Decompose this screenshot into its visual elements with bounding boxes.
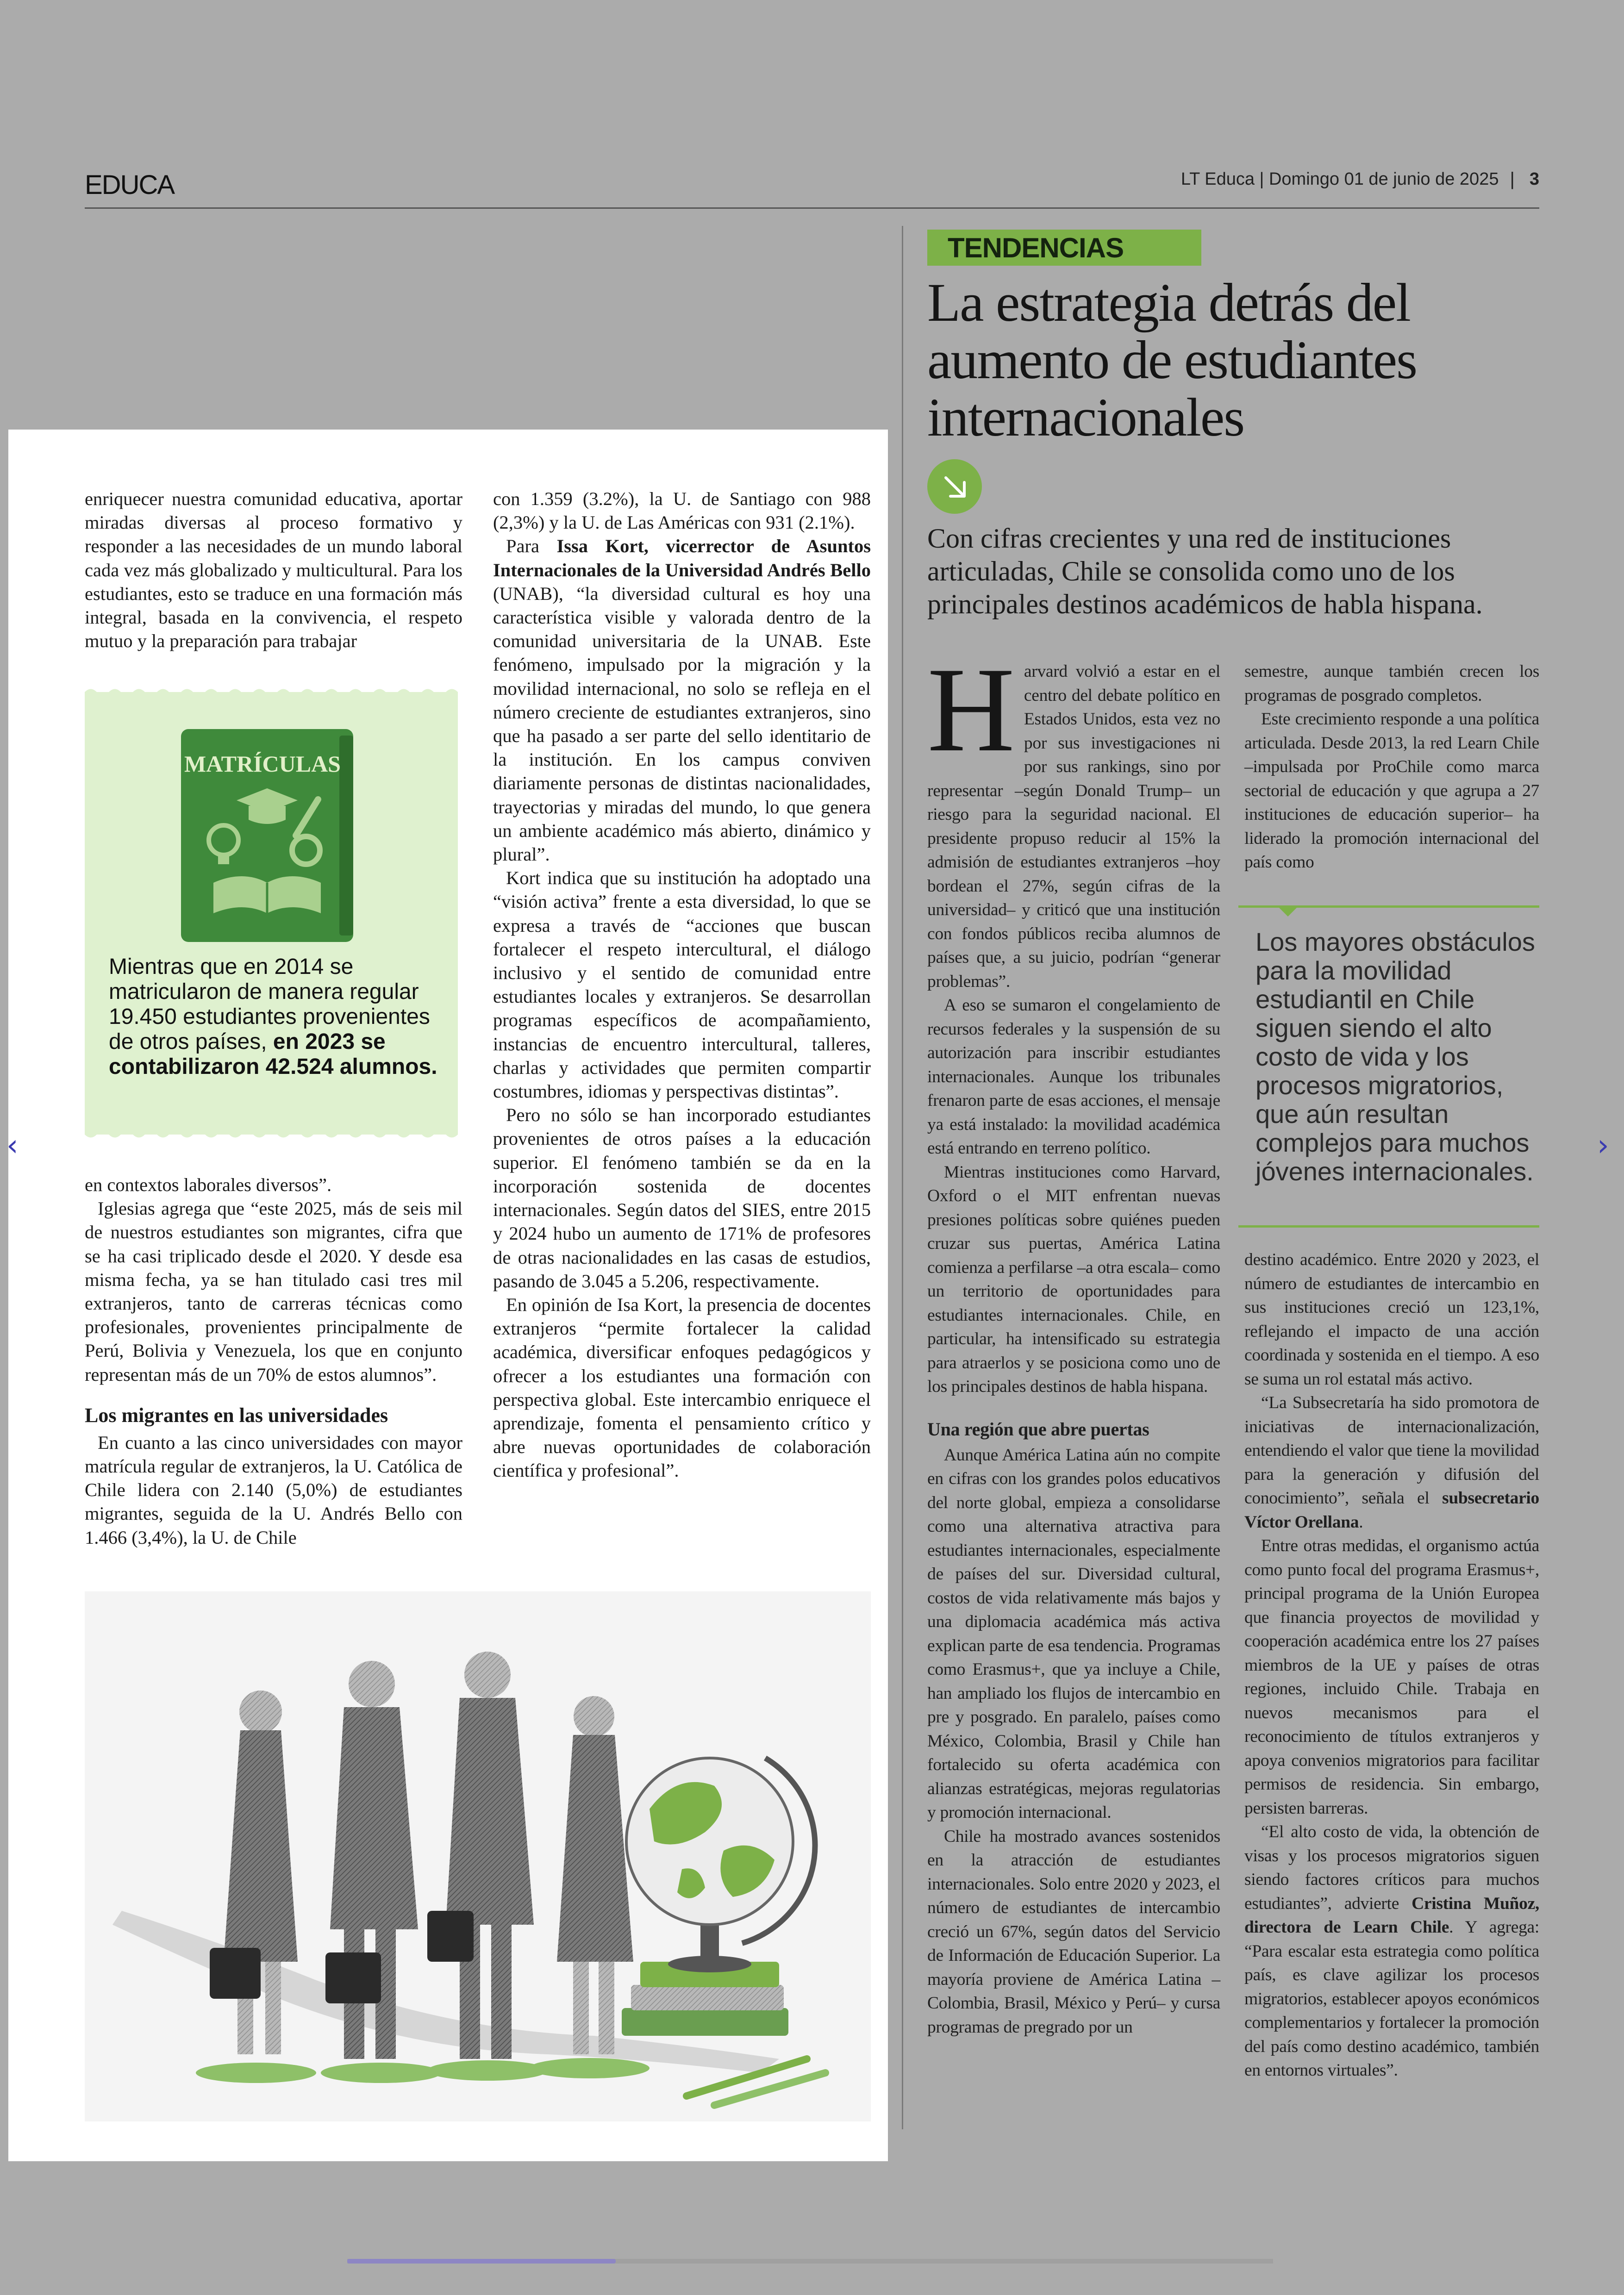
article-paragraph: Chile ha mostrado avances sostenidos en la atracción de estudiantes internacionales. Solo entre 2020 y 2023, el número de estudiantes de intercambio creció un 67%, según datos del Servicio de Información de Educación Superior. La mayoría proviene de América Latina –Colombia, Brasil, México y Perú– y cursa programas de pregrado por un — [927, 1827, 1220, 2037]
overlay-subhead: Los migrantes en las universidades — [85, 1403, 388, 1427]
overlay-column-1-bottom — [85, 1173, 462, 1549]
article-column-2-bottom — [1244, 1248, 1539, 2083]
quoted-person: Cristina Muñoz, directora de Learn Chile — [1244, 1894, 1539, 1937]
infobox-text-bold: en 2023 se contabilizaron 42.524 alumnos. — [109, 1029, 437, 1079]
article-dek: Con cifras crecientes y una red de instituciones articuladas, Chile se consolida como uno de los principales destinos académicos de habla hispana. — [927, 523, 1483, 619]
overlay-paragraph: con 1.359 (3.2%), la U. de Santiago con 988 (2,3%) y la U. de Las Américas con 931 (2.1%). — [493, 488, 871, 533]
overlay-paragraph: Iglesias agrega que “este 2025, más de seis mil de nuestros estudiantes son migrantes, cifra que se ha casi triplicado desde el 2020. Y desde esa misma fecha, ya se han titulado casi tres mil extranjeros, tanto de carreras técnicas como profesionales, provenientes principalmente de Perú, Bolivia y Venezuela, los que en conjunto representan más de un 70% de estos alumnos”. — [85, 1198, 462, 1385]
arrow-down-right-icon — [927, 459, 982, 514]
quote-text-end: . — [1359, 1512, 1363, 1532]
section-name: EDUCA — [85, 170, 175, 200]
students-globe-illustration — [85, 1591, 871, 2121]
quote-text: “La Subsecretaría ha sido promotora de iniciativas de internacionalización, entendiendo el valor que tiene la movilidad para la generación y difusión del conocimiento”, señala el — [1244, 1393, 1539, 1508]
book-icon — [181, 729, 357, 942]
overlay-paragraph: En opinión de Isa Kort, la presencia de docentes extranjeros “permite fortalecer la calidad académica, diversificar enfoques pedagógicos y ofrecer a los estudiantes una formación con perspectiva global. Este intercambio enriquece el aprendizaje, fomenta el pensamiento crítico y abre nuevas oportunidades de colaboración científica y profesional”. — [493, 1294, 871, 1481]
article-column-1 — [927, 642, 1220, 2039]
quote-text: “El alto costo de vida, la obtención de visas y los procesos migratorios siguen siendo factores críticos para muchos estudiantes”, advierte — [1244, 1822, 1539, 1913]
article-subhead: Una región que abre puertas — [927, 1418, 1149, 1440]
overlay-paragraph: enriquecer nuestra comunidad educativa, aportar miradas diversas al proceso formativo y responder a las necesidades de un mundo laboral cada vez más globalizado y multicultural. Para los estudiantes, esto se traduce en una formación más integral, basada en la convivencia, el respeto mutuo y la preparación para trabajar — [85, 488, 462, 652]
overlay-paragraph: en contextos laborales diversos”. — [85, 1174, 332, 1195]
pullquote-notch — [1279, 907, 1297, 917]
section-tag: TENDENCIAS — [927, 230, 1201, 266]
article-paragraph: Entre otras medidas, el organismo actúa como punto focal del programa Erasmus+, principal programa de la Unión Europea que financia proyectos de movilidad y cooperación académica entre los 27 países miembros de la UE y países de otras regiones, incluido Chile. Trabaja en nuevos mecanismos para el reconocimiento de títulos extranjeros y apoya convenios migratorios para facilitar permisos de residencia. Sin embargo, persisten barreras. — [1244, 1536, 1539, 1818]
quoted-person: subsecretario Víctor Orellana — [1244, 1489, 1539, 1532]
overlay-column-1-top — [85, 487, 462, 653]
article-paragraph: A eso se sumaron el congelamiento de recursos federales y la suspensión de su autorización para inscribir estudiantes internacionales. Aunque los tribunales frenaron parte de esas acciones, el mensaje ya está instalado: la movilidad académica está entrando en terreno político. — [927, 996, 1220, 1158]
scrollbar-thumb[interactable] — [347, 2259, 616, 2264]
dropcap: H — [927, 642, 1015, 777]
overlay-text: Para — [506, 536, 557, 557]
infobox-text — [109, 954, 442, 1079]
article-paragraph: destino académico. Entre 2020 y 2023, el número de estudiantes de intercambio en sus instituciones creció un 123,1%, reflejando el impacto de una acción coordinada y sostenida en el tiempo. A eso se suma un rol estatal más activo. — [1244, 1250, 1539, 1389]
header-separator: | — [1510, 169, 1515, 189]
overlay-column-2 — [493, 487, 871, 1483]
pullquote: Los mayores obstáculos para la movilidad estudiantil en Chile siguen siendo el alto costo de vida y los procesos migratorios, que aún resultan complejos para muchos jóvenes internacionales. — [1255, 927, 1535, 1186]
infobox-text-regular: Mientras que en 2014 se matricularon de manera regular 19.450 estudiantes provenientes de otros países, — [109, 954, 430, 1054]
enrollment-infobox — [85, 692, 458, 1135]
article-paragraph: Mientras instituciones como Harvard, Oxford o el MIT enfrentan nuevas presiones políticas sobre quiénes pueden cruzar sus puertas, América Latina comienza a perfilarse –a otra escala– como un territorio de oportunidades para estudiantes internacionales. Chile, en particular, ha intensificado su estrategia para atraerlos y se posiciona como uno de los principales destinos de habla hispana. — [927, 1162, 1220, 1396]
article-paragraph: Este crecimiento responde a una política articulada. Desde 2013, la red Learn Chile –impulsada por ProChile como marca sectorial de educación y que agrupa a 27 instituciones de educación superior– ha liderado la promoción internacional del país como — [1244, 710, 1539, 872]
article-paragraph: Aunque América Latina aún no compite en cifras con los grandes polos educativos del norte global, empieza a consolidarse como una alternativa atractiva para estudiantes internacionales, especialmente de países del sur. Diversidad cultural, costos de vida relativamente más bajos y una diplomacia académica más activa explican parte de esa tendencia. Programas como Erasmus+, que ya incluye a Chile, han ampliado los flujos de intercambio en pre y posgrado. En paralelo, países como México, Colombia, Brasil y Chile han fortalecido su oferta académica con alianzas estratégicas, mejoras regulatorias y promoción internacional. — [927, 1445, 1220, 1822]
article-paragraph — [1244, 1391, 1539, 1534]
next-page-button[interactable]: › — [1597, 1129, 1609, 1163]
article-headline: La estrategia detrás del aumento de estudiantes internacionales — [927, 272, 1417, 448]
publication-date: LT Educa | Domingo 01 de junio de 2025 — [1181, 169, 1499, 189]
book-label: MATRÍCULAS — [184, 751, 341, 777]
issue-info — [1181, 169, 1539, 190]
infobox-top-edge — [85, 686, 458, 698]
overlay-paragraph: Kort indica que su institución ha adoptado una “visión activa” frente a esta diversidad, lo que se expresa a través de “acciones que buscan fortalecer el respeto intercultural, el diálogo inclusivo y el sentido de comunidad entre estudiantes locales y extranjeros. Se desarrollan programas específicos de acompañamiento, instancias de encuentro intercultural, talleres, charlas y actividades que permiten compartir costumbres, idiomas y perspectivas distintas”. — [493, 867, 871, 1102]
overlay-paragraph — [493, 534, 871, 866]
page-number: 3 — [1529, 169, 1539, 189]
article-lead-paragraph — [927, 642, 1220, 993]
overlay-paragraph: Pero no sólo se han incorporado estudiantes provenientes de otros países a la educación superior. El fenómeno también se da en la incorporación sostenida de docentes internacionales. Según datos del SIES, entre 2015 y 2024 hubo un aumento de 171% de profesores de otras nacionalidades en las casas de estudios, pasando de 3.045 a 5.206, respectivamente. — [493, 1104, 871, 1291]
article-paragraph — [1244, 1820, 1539, 2083]
lead-text: arvard volvió a estar en el centro del debate político en Estados Unidos, esta vez no por sus investigaciones ni por sus rankings, sino por representar –según Donald Trump– un riesgo para la seguridad nacional. El presidente propuso reducir al 15% la admisión de estudiantes extranjeros –hoy bordean el 27%, según cifras de la universidad– y criticó que una institución con fondos públicos reciba alumnos de países que, a su juicio, podrían “generar problemas”. — [927, 662, 1220, 991]
header-rule — [85, 207, 1539, 209]
pullquote-bottom-rule — [1238, 1225, 1539, 1228]
quote-text-end: . Y agrega: “Para escalar esta estrategia como política país, es clave agilizar los procesos migratorios, establecer apoyos económicos complementarios y fortalecer la promoción del país como destino académico, también en entornos virtuales”. — [1244, 1918, 1539, 2080]
quoted-person: Issa Kort, vicerrector de Asuntos Internacionales de la Universidad Andrés Bello — [493, 536, 871, 580]
article-paragraph: semestre, aunque también crecen los programas de posgrado completos. — [1244, 662, 1539, 705]
article-column-2-top — [1244, 660, 1539, 874]
overlay-paragraph: En cuanto a las cinco universidades con mayor matrícula regular de extranjeros, la U. Católica de Chile lidera con 2.140 (5,0%) de estudiantes migrantes, seguida de la U. Andrés Bello con 1.466 (3,4%), la U. de Chile — [85, 1432, 462, 1548]
prev-page-button[interactable]: ‹ — [6, 1129, 19, 1163]
infobox-bottom-edge — [85, 1129, 458, 1141]
overlay-text: (UNAB), “la diversidad cultural es hoy una característica visible y valorada dentro de la comunidad universitaria de la UNAB. Este fenómeno, impulsado por la migración y la movilidad internacional, no solo se refleja en el número creciente de estudiantes extranjeros, sino que ha pasado a ser parte del sello identitario de la institución. En los campus conviven diariamente personas de distintas nacionalidades, trayectorias y miradas del mundo, lo que genera un ambiente académico más abierto, dinámico y plural”. — [493, 583, 871, 865]
column-divider — [902, 226, 903, 2129]
